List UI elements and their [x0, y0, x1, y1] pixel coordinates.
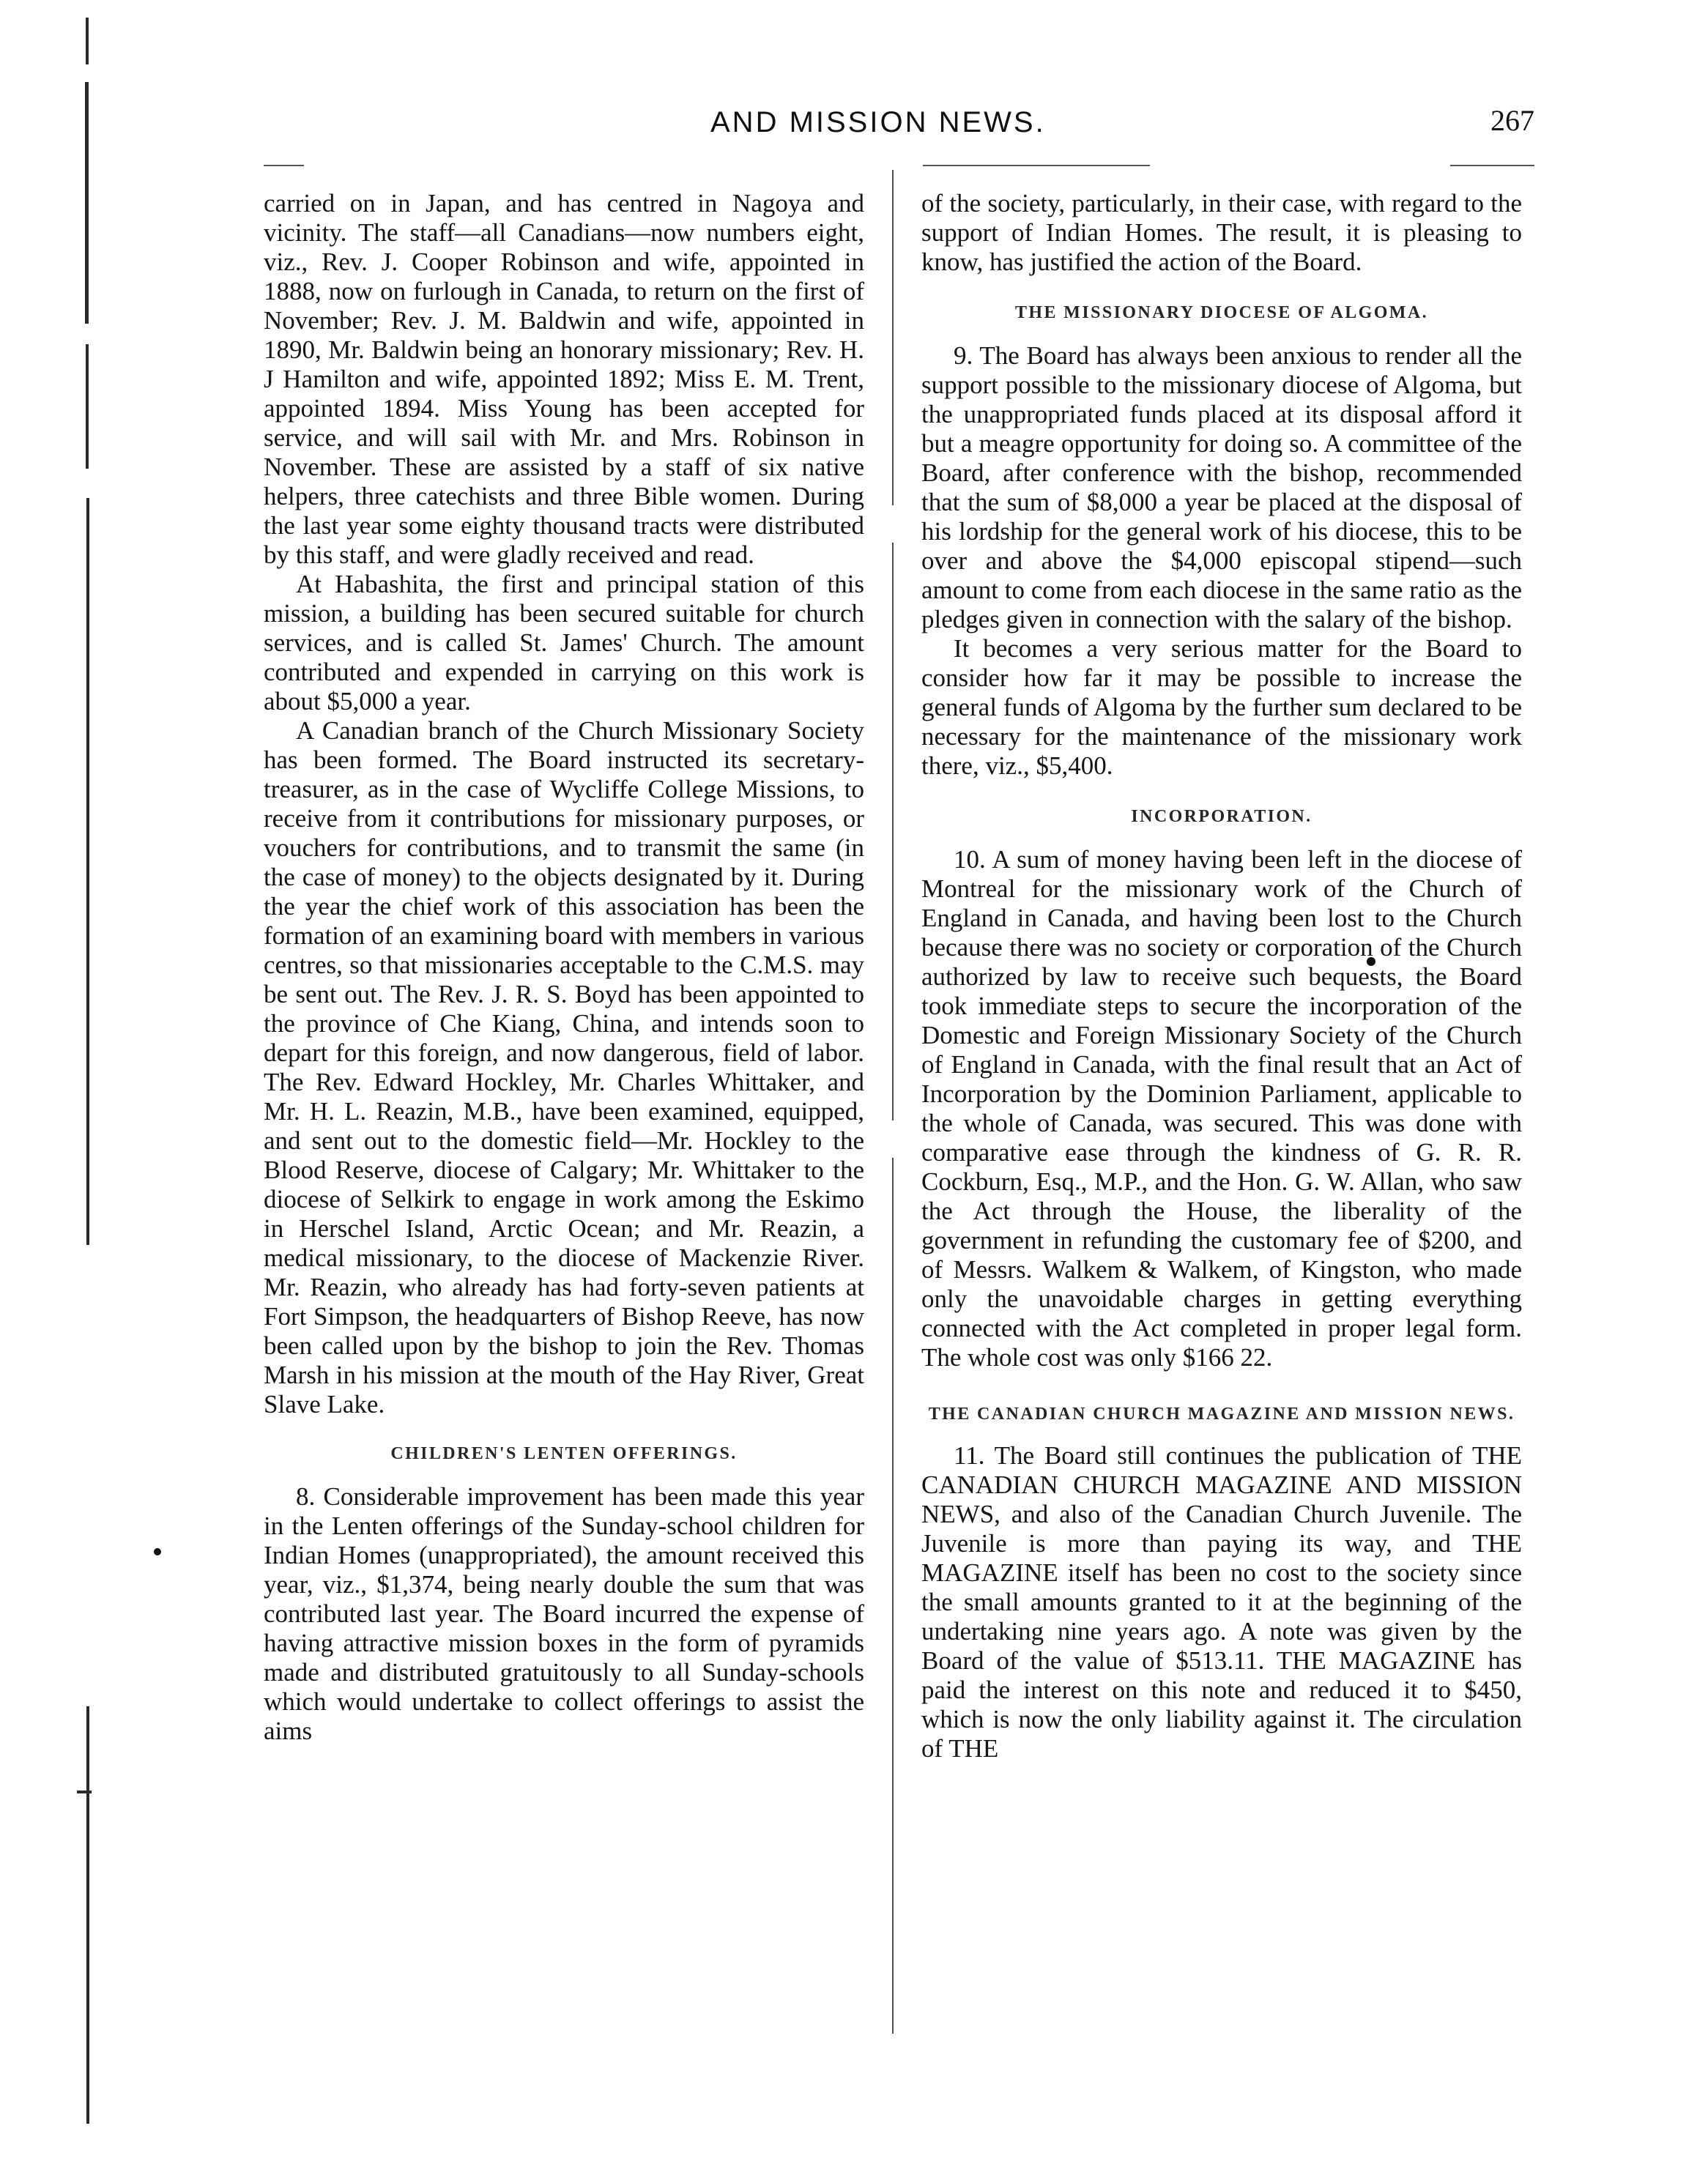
left-scan-edge-mark-long: [86, 498, 89, 1245]
incorporation-paragraph: 10. A sum of money having been left in the diocese of Montreal for the missionary work of the Church of England in Canada, and having been lost to the Church because there was no society or corporation of the Church authorized by law to receive such bequests, the Board took immediate steps to secure the incorporation of the Domestic and Foreign Missionary Society of the Church of England in Canada, with the final result that an Act of Incorporation by the Dominion Parliament, applicable to the whole of Canada, was secured. This was done with comparative ease through the kindness of G. R. R. Cockburn, Esq., M.P., and the Hon. G. W. Allan, who saw the Act through the House, the liberality of the government in refunding the customary fee of $200, and of Messrs. Walkem & Walkem, of Kingston, who made only the unavoidable charges in getting everything connected with the Act completed in proper legal form. The whole cost was only $166 22.: [921, 845, 1522, 1372]
left-scan-edge-mark-bracket: [77, 1791, 92, 1793]
algoma-support-paragraph: 9. The Board has always been anxious to render all the support possible to the missionary diocese of Algoma, but the unappropriated funds placed at its disposal afford it but a meagre opportunity for doing so. A committee of the Board, after conference with the bishop, recommended that the sum of $8,000 a year be placed at the disposal of his lordship for the general work of his diocese, this to be over and above the $4,000 episcopal stipend—such amount to come from each diocese in the same ratio as the pledges given in connection with the salary of the bishop.: [921, 341, 1522, 633]
header-rule-right: [1450, 165, 1534, 166]
canadian-church-magazine-heading: THE CANADIAN CHURCH MAGAZINE AND MISSION NEWS.: [928, 1405, 1515, 1424]
column-divider: [892, 170, 894, 2034]
page-header: [264, 106, 1534, 157]
left-scan-edge-mark-lower: [86, 1706, 89, 2124]
incorporation-heading: INCORPORATION.: [1131, 807, 1312, 826]
page-number: 267: [1490, 104, 1534, 137]
header-rule-center: [923, 165, 1150, 166]
continued-indian-homes-paragraph: of the society, particularly, in their case, with regard to the support of Indian Homes. The result, it is pleasing to know, has justified the action of the Board.: [921, 189, 1522, 276]
header-rule-left: [264, 165, 304, 166]
left-text-column: [264, 189, 864, 2034]
missionary-diocese-algoma-heading: THE MISSIONARY DIOCESE OF ALGOMA.: [1015, 303, 1428, 322]
habashita-paragraph: At Habashita, the first and principal station of this mission, a building has been secured suitable for church services, and is called St. James' Church. The amount contributed and expended in carrying on this work is about $5,000 a year.: [264, 570, 864, 715]
left-scan-edge-mark-top: [86, 18, 89, 64]
left-scan-edge-mark-upper: [85, 82, 89, 324]
algoma-funds-paragraph: It becomes a very serious matter for the Board to consider how far it may be possible to increase the general funds of Algoma by the further sum declared to be necessary for the maintenance of the missionary work there, viz., $5,400.: [921, 634, 1522, 780]
right-text-column: [921, 189, 1522, 2034]
childrens-lenten-offerings-heading: CHILDREN'S LENTEN OFFERINGS.: [390, 1444, 738, 1463]
continued-japan-mission-paragraph: carried on in Japan, and has centred in Nagoya and vicinity. The staff—all Canadians—now numbers eight, viz., Rev. J. Cooper Robinson and wife, appointed in 1888, now on furlough in Canada, to return on the first of November; Rev. J. M. Baldwin and wife, appointed in 1890, Mr. Baldwin being an honorary missionary; Rev. H. J Hamilton and wife, appointed 1892; Miss E. M. Trent, appointed 1894. Miss Young has been accepted for service, and will sail with Mr. and Mrs. Robinson in November. These are assisted by a staff of six native helpers, three catechists and three Bible women. During the last year some eighty thousand tracts were distributed by this staff, and were gladly received and read.: [264, 189, 864, 569]
magazine-paragraph: 11. The Board still continues the publication of THE CANADIAN CHURCH MAGAZINE AND MISSION NEWS, and also of the Canadian Church Juvenile. The Juvenile is more than paying its way, and THE MAGAZINE itself has been no cost to the society since the small amounts granted to it at the beginning of the undertaking nine years ago. A note was given by the Board of the value of $513.11. THE MAGAZINE has paid the interest on this note and reduced it to $450, which is now the only liability against it. The circulation of THE: [921, 1441, 1522, 1763]
lenten-offerings-paragraph: 8. Considerable improvement has been made this year in the Lenten offerings of the Sunday-school children for Indian Homes (unappropriated), the amount received this year, viz., $1,374, being nearly double the sum that was contributed last year. The Board incurred the expense of having attractive mission boxes in the form of pyramids made and distributed gratuitously to all Sunday-schools which would undertake to collect offerings to assist the aims: [264, 1482, 864, 1745]
church-missionary-society-paragraph: A Canadian branch of the Church Missionary Society has been formed. The Board instructed its secretary-treasurer, as in the case of Wycliffe College Missions, to receive from it contributions for missionary purposes, or vouchers for contributions, and to transmit the same (in the case of money) to the objects designated by it. During the year the chief work of this association has been the formation of an examining board with members in various centres, so that missionaries acceptable to the C.M.S. may be sent out. The Rev. J. R. S. Boyd has been appointed to the province of Che Kiang, China, and intends soon to depart for this foreign, and now dangerous, field of labor. The Rev. Edward Hockley, Mr. Charles Whittaker, and Mr. H. L. Reazin, M.B., have been examined, equipped, and sent out to the domestic field—Mr. Hockley to the Blood Reserve, diocese of Calgary; Mr. Whittaker to the diocese of Selkirk to engage in work among the Eskimo in Herschel Island, Arctic Ocean; and Mr. Reazin, a medical missionary, to the diocese of Mackenzie River. Mr. Reazin, who already has had forty-seven patients at Fort Simpson, the headquarters of Bishop Reeve, has now been called upon by the bishop to join the Rev. Thomas Marsh in his mission at the mouth of the Hay River, Great Slave Lake.: [264, 716, 864, 1419]
left-scan-edge-mark-middle: [86, 344, 89, 469]
stray-dot-left-margin: [154, 1548, 161, 1555]
running-head: AND MISSION NEWS.: [710, 106, 1046, 138]
